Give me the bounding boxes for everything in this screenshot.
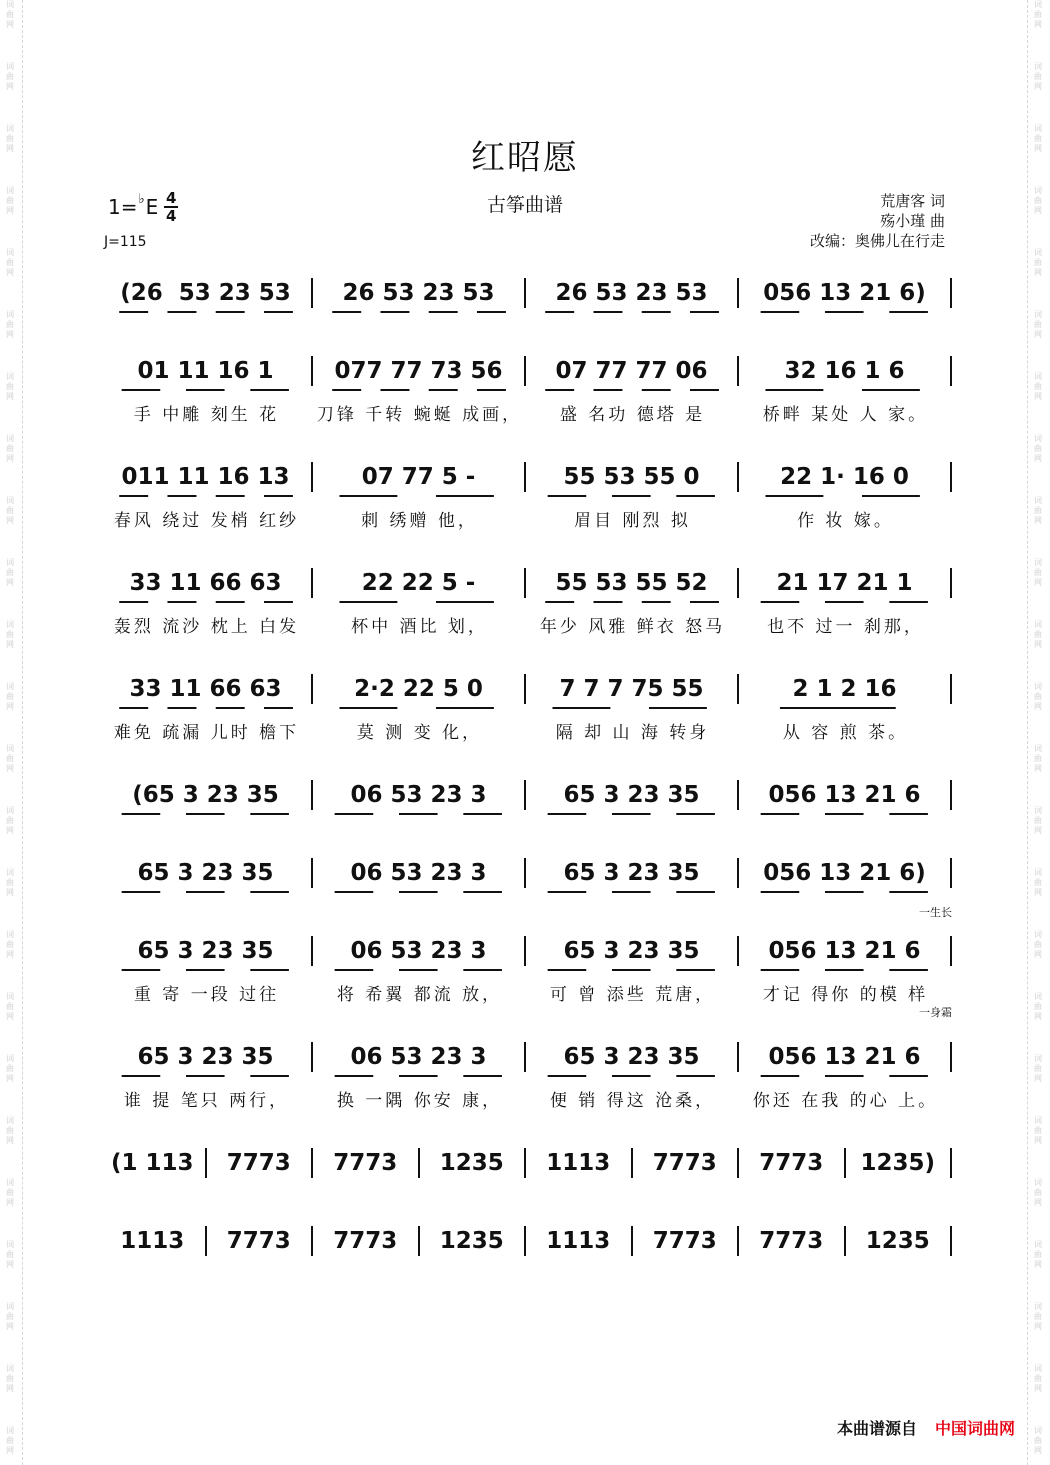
subtitle: 古筝曲谱	[486, 194, 563, 216]
watermark-text: 词 曲 网	[6, 1426, 14, 1455]
footer	[837, 1416, 1015, 1439]
lyric-phrase: 便 销 得这 沧桑，	[549, 1091, 716, 1111]
lyric-phrase: 才记 得你 的模 样	[762, 985, 929, 1005]
measure: 55 53 55 0	[563, 464, 700, 490]
watermark-text: 词 曲 网	[1034, 124, 1042, 153]
lyrics-row	[100, 980, 952, 1005]
measure: 65 3 23 35	[137, 938, 274, 964]
watermark-text: 词 曲 网	[1034, 682, 1042, 711]
lyrics-row	[100, 718, 952, 743]
measure: 07 77 77 06	[555, 358, 708, 384]
lyric-phrase: 年少 风雅 鲜衣 怒马	[539, 617, 726, 637]
beam-lines	[100, 705, 952, 717]
watermark-text: 词 曲 网	[1034, 372, 1042, 401]
measure: 077 77 73 56	[334, 358, 503, 384]
staff-system	[100, 672, 952, 752]
watermark-text: 词 曲 网	[6, 1116, 14, 1145]
measure: 06 53 23 3	[350, 860, 487, 886]
watermark-text: 词 曲 网	[6, 558, 14, 587]
barline	[950, 356, 952, 386]
lyric-phrase: 刺 绣赠 他，	[361, 511, 478, 531]
watermark-text: 词 曲 网	[6, 930, 14, 959]
lyricist: 荒唐客 词	[880, 192, 945, 210]
watermark-text: 词 曲 网	[6, 124, 14, 153]
notes-row	[100, 1040, 952, 1074]
watermark-text: 词 曲 网	[6, 868, 14, 897]
watermark-text: 词 曲 网	[1034, 1302, 1042, 1331]
watermark-text: 词 曲 网	[6, 496, 14, 525]
notes-row	[100, 460, 952, 494]
watermark-text: 词 曲 网	[1034, 1116, 1042, 1145]
measure: 26 53 23 53	[555, 280, 708, 306]
measure: 21 17 21 1	[776, 570, 913, 596]
side-note: 一身霜	[919, 1006, 952, 1019]
notes-row	[100, 856, 952, 890]
key-note: E	[145, 195, 159, 219]
watermark-text: 词 曲 网	[1034, 496, 1042, 525]
lyric-phrase: 眉目 刚烈 拟	[574, 511, 691, 531]
beam-lines	[100, 889, 952, 901]
measure: 1113	[546, 1150, 611, 1176]
watermark-text: 词 曲 网	[1034, 0, 1042, 29]
watermark-text: 词 曲 网	[6, 682, 14, 711]
beam-lines	[100, 811, 952, 823]
measure: 65 3 23 35	[563, 782, 700, 808]
beam-lines	[100, 1179, 952, 1191]
measure: 7773	[333, 1228, 398, 1254]
measure: 7773	[652, 1228, 717, 1254]
watermark-text: 词 曲 网	[6, 1178, 14, 1207]
staff-system	[100, 1224, 952, 1304]
watermark-text: 词 曲 网	[6, 310, 14, 339]
watermark-text: 词 曲 网	[1034, 806, 1042, 835]
footer-source: 本曲谱源自	[836, 1419, 917, 1438]
beam-lines	[100, 599, 952, 611]
watermark-text: 词 曲 网	[6, 62, 14, 91]
measure: 65 3 23 35	[137, 1044, 274, 1070]
watermark-text: 词 曲 网	[1034, 992, 1042, 1021]
measure: 26 53 23 53	[342, 280, 495, 306]
measure: 06 53 23 3	[350, 938, 487, 964]
measure: 1235	[439, 1228, 504, 1254]
staff-system	[100, 778, 952, 858]
watermark-text: 词 曲 网	[6, 1054, 14, 1083]
measure: (1 113	[110, 1150, 194, 1176]
song-title: 红昭愿	[471, 138, 579, 178]
time-bottom: 4	[166, 207, 177, 225]
watermark-text: 词 曲 网	[6, 248, 14, 277]
watermark-text: 词 曲 网	[1034, 1240, 1042, 1269]
staff-system	[100, 856, 952, 936]
measure: 7773	[759, 1228, 824, 1254]
watermark-text: 词 曲 网	[1034, 558, 1042, 587]
watermark-text: 词 曲 网	[6, 806, 14, 835]
flat-icon: ♭	[138, 191, 145, 207]
watermark-text: 词 曲 网	[6, 992, 14, 1021]
notes-row	[100, 276, 952, 310]
footer-site: 中国词曲网	[934, 1419, 1015, 1438]
barline	[950, 568, 952, 598]
measure: 32 16 1 6	[784, 358, 905, 384]
notes-row	[100, 1146, 952, 1180]
measure: 056 13 21 6)	[763, 280, 926, 306]
lyric-phrase: 隔 却 山 海 转身	[555, 723, 710, 743]
staff-system	[100, 354, 952, 434]
watermark-text: 词 曲 网	[1034, 248, 1042, 277]
measure: 06 53 23 3	[350, 1044, 487, 1070]
measure: 65 3 23 35	[137, 860, 274, 886]
notes-row	[100, 672, 952, 706]
watermark-text: 词 曲 网	[1034, 620, 1042, 649]
staff-system	[100, 1040, 952, 1120]
watermark-text: 词 曲 网	[6, 0, 14, 29]
watermark-text: 词 曲 网	[1034, 1054, 1042, 1083]
beam-lines	[100, 387, 952, 399]
measure: 7773	[226, 1228, 291, 1254]
right-margin-strip	[1027, 0, 1050, 1465]
barline	[950, 1148, 952, 1178]
measure: 22 22 5 -	[361, 570, 476, 596]
watermark-text: 词 曲 网	[6, 1364, 14, 1393]
watermark-text: 词 曲 网	[1034, 1178, 1042, 1207]
barline	[950, 936, 952, 966]
watermark-text: 词 曲 网	[6, 1240, 14, 1269]
lyric-phrase: 莫 测 变 化，	[356, 723, 483, 743]
lyric-phrase: 春风 绕过 发梢 红纱	[113, 511, 300, 531]
watermark-text: 词 曲 网	[1034, 310, 1042, 339]
measure: 33 11 66 63	[129, 570, 282, 596]
watermark-text: 词 曲 网	[6, 620, 14, 649]
lyrics-row	[100, 400, 952, 425]
lyric-phrase: 谁 提 笔只 两行，	[123, 1091, 290, 1111]
measure: 01 11 16 1	[137, 358, 274, 384]
measure: 55 53 55 52	[555, 570, 708, 596]
staff-system	[100, 460, 952, 540]
watermark-text: 词 曲 网	[6, 1302, 14, 1331]
measure: 1235	[439, 1150, 504, 1176]
measure: 7 7 7 75 55	[559, 676, 704, 702]
measure: 1235	[865, 1228, 930, 1254]
watermark-text: 词 曲 网	[1034, 868, 1042, 897]
measure: 7773	[333, 1150, 398, 1176]
tempo-marking: J=115	[104, 234, 147, 250]
barline	[950, 858, 952, 888]
measure: 1235)	[860, 1150, 936, 1176]
barline	[950, 1042, 952, 1072]
watermark-text: 词 曲 网	[6, 744, 14, 773]
measure: (26 53 23 53	[120, 280, 291, 306]
measure: 056 13 21 6	[768, 1044, 921, 1070]
beam-lines	[100, 309, 952, 321]
staff-system	[100, 566, 952, 646]
notes-row	[100, 354, 952, 388]
beam-lines	[100, 1073, 952, 1085]
lyric-phrase: 你还 在我 的心 上。	[752, 1091, 939, 1111]
key-prefix: 1=	[108, 195, 138, 219]
watermark-text: 词 曲 网	[1034, 1426, 1042, 1455]
watermark-text: 词 曲 网	[6, 434, 14, 463]
watermark-text: 词 曲 网	[1034, 930, 1042, 959]
measure: 65 3 23 35	[563, 1044, 700, 1070]
watermark-text: 词 曲 网	[1034, 62, 1042, 91]
measure: 22 1· 16 0	[780, 464, 909, 490]
barline	[950, 278, 952, 308]
measure: 1113	[120, 1228, 185, 1254]
beam-lines	[100, 967, 952, 979]
staff-system	[100, 934, 952, 1014]
measure: 7773	[652, 1150, 717, 1176]
left-margin-strip	[0, 0, 23, 1465]
lyric-phrase: 难免 疏漏 儿时 檐下	[113, 723, 300, 743]
lyric-phrase: 刀锋 千转 蜿蜒 成画，	[316, 405, 523, 425]
watermark-text: 词 曲 网	[6, 372, 14, 401]
key-signature	[108, 190, 178, 224]
measure: 056 13 21 6)	[763, 860, 926, 886]
measure: 65 3 23 35	[563, 938, 700, 964]
barline	[950, 674, 952, 704]
lyric-phrase: 手 中雕 刻生 花	[133, 405, 280, 425]
lyric-phrase: 可 曾 添些 荒唐，	[549, 985, 716, 1005]
side-note: 一生长	[919, 906, 952, 919]
notes-row	[100, 566, 952, 600]
credits	[810, 191, 945, 251]
staff-system	[100, 1146, 952, 1226]
lyric-phrase: 杯中 酒比 划，	[351, 617, 488, 637]
lyric-phrase: 盛 名功 德塔 是	[559, 405, 706, 425]
measure: 06 53 23 3	[350, 782, 487, 808]
lyric-phrase: 换 一隅 你安 康，	[336, 1091, 503, 1111]
lyric-phrase: 将 希翼 都流 放，	[336, 985, 503, 1005]
time-signature	[164, 190, 178, 224]
measure: 011 11 16 13	[121, 464, 290, 490]
time-top: 4	[166, 189, 177, 207]
measure: 2 1 2 16	[792, 676, 897, 702]
watermark-text: 词 曲 网	[1034, 744, 1042, 773]
measure: 7773	[226, 1150, 291, 1176]
measure: 1113	[546, 1228, 611, 1254]
lyric-phrase: 轰烈 流沙 枕上 白发	[113, 617, 300, 637]
measure: 7773	[759, 1150, 824, 1176]
composer: 殇小瑾 曲	[880, 212, 945, 230]
measure: 33 11 66 63	[129, 676, 282, 702]
watermark-text: 词 曲 网	[1034, 1364, 1042, 1393]
measure: 2·2 22 5 0	[354, 676, 483, 702]
lyrics-row	[100, 506, 952, 531]
measure: 07 77 5 -	[361, 464, 476, 490]
lyric-phrase: 也不 过一 刹那，	[767, 617, 924, 637]
beam-lines	[100, 1257, 952, 1269]
notes-row	[100, 778, 952, 812]
watermark-text: 词 曲 网	[1034, 186, 1042, 215]
measure: (65 3 23 35	[132, 782, 279, 808]
watermark-text: 词 曲 网	[6, 186, 14, 215]
lyric-phrase: 重 寄 一段 过往	[133, 985, 280, 1005]
staff-system	[100, 276, 952, 356]
lyrics-row	[100, 1086, 952, 1111]
measure: 65 3 23 35	[563, 860, 700, 886]
lyrics-row	[100, 612, 952, 637]
measure: 056 13 21 6	[768, 782, 921, 808]
measure: 056 13 21 6	[768, 938, 921, 964]
notes-row	[100, 934, 952, 968]
lyric-phrase: 从 容 煎 茶。	[782, 723, 909, 743]
lyric-phrase: 桥畔 某处 人 家。	[762, 405, 929, 425]
beam-lines	[100, 493, 952, 505]
watermark-text: 词 曲 网	[1034, 434, 1042, 463]
arranger: 改编：奥佛儿在行走	[809, 232, 945, 250]
notes-row	[100, 1224, 952, 1258]
barline	[950, 462, 952, 492]
lyric-phrase: 作 妆 嫁。	[797, 511, 894, 531]
barline	[950, 1226, 952, 1256]
barline	[950, 780, 952, 810]
